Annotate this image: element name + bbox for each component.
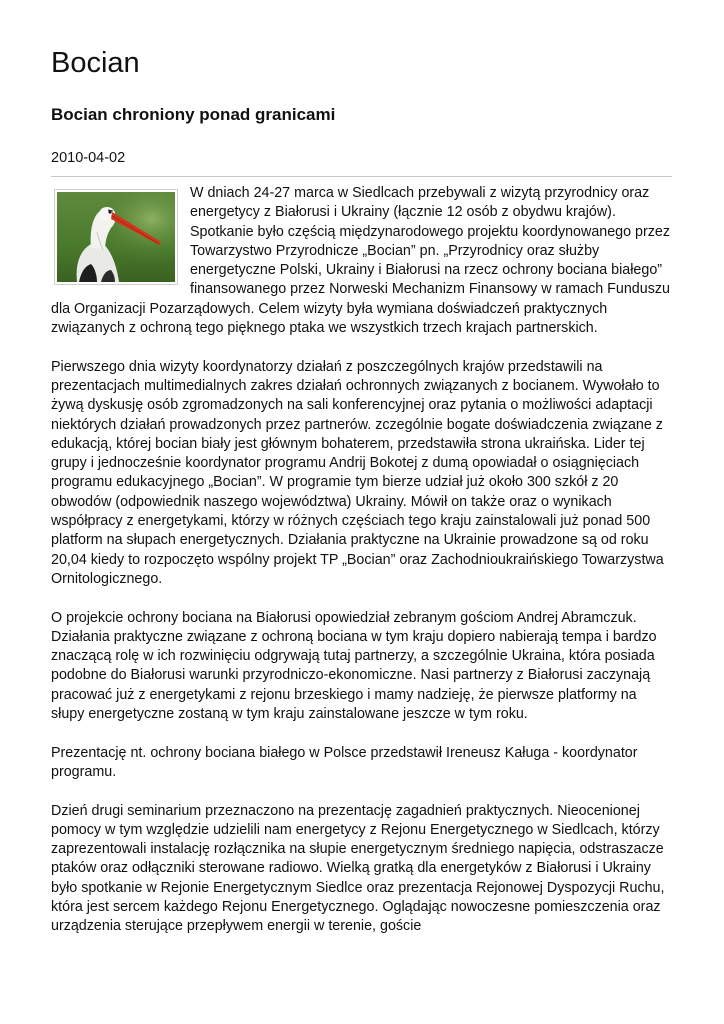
article-title: Bocian chroniony ponad granicami — [51, 105, 336, 124]
stork-photo — [54, 189, 178, 285]
paragraph: Prezentację nt. ochrony bociana białego w Polsce przedstawił Ireneusz Kaługa - koordynator programu. — [51, 744, 638, 780]
site-title: Bocian — [51, 47, 140, 79]
stork-image — [57, 192, 175, 282]
paragraph: W dniach 24-27 marca w Siedlcach przebywali z wizytą przyrodnicy oraz energetycy z Białorusi i Ukrainy (łącznie 12 osób z obydwu krajów). Spotkanie było częścią międzynarodowego projektu koordynowanego przez Towarzystwo Przyrodnicze „Bocian” pn. „Przyrodnicy oraz służby energetyczne Polski, Ukrainy i Białorusi na rzecz ochrony bociana białego” finansowanego przez Norweski Mechanizm Finansowy w ramach Funduszu dla Organizacji Pozarządowych. Celem wizyty była wymiana doświadczeń praktycznych związanych z ochroną tego pięknego ptaka we wszystkich trzech krajach partnerskich. — [51, 185, 671, 337]
divider — [51, 176, 672, 177]
paragraph: Pierwszego dnia wizyty koordynatorzy działań z poszczególnych krajów przedstawili na prezentacjach multimedialnych zakres działań ochronnych związanych z bocianem. Wywołało to żywą dyskusję osób zgromadzonych na sali konferencyjnej oraz pytania o możliwości adaptacji niektórych działań prowadzonych przez partnerów. zczególnie bogate doświadczenia związane z edukacją, której bocian biały jest głównym bohaterem, przedstawiła strona ukraińska. Lider tej grupy i jednocześnie koordynator programu Andrij Bokotej z dumą opowiadał o osiągnięciach programu edukacyjnego „Bocian”. W programie tym bierze udział już około 300 szkół z 20 obwodów (odpowiednik naszego województwa) Ukrainy. Mówił on także oraz o wynikach współpracy z energetykami, którzy w różnych częściach tego kraju zainstalowali już ponad 500 platform na słupach energetycznych. Działania praktyczne na Ukrainie prowadzone są od roku 20,04 kiedy to rozpoczęto wspólny projekt TP „Bocian” oraz Zachodnioukraińskiego Towarzystwa Ornitologicznego. — [51, 358, 664, 587]
article-body — [51, 184, 673, 956]
paragraph: Dzień drugi seminarium przeznaczono na prezentację zagadnień praktycznych. Nieocenionej pomocy w tym względzie udzielili nam energetycy z Rejonu Energetycznego w Siedlcach, którzy zaprezentowali instalację rozłącznika na słupie energetycznym średniego napięcia, odstraszacze ptaków oraz odłączniki sterowane radiowo. Wielką gratką dla energetyków z Białorusi i Ukrainy było spotkanie w Rejonie Energetycznym Siedlce oraz prezentacja Rejonowej Dyspozycji Ruchu, która jest sercem każdego Rejonu Energetycznego. Oglądając nowoczesne pomieszczenia oraz urządzenia sterujące przepływem energii w terenie, goście — [51, 802, 665, 935]
article-date: 2010-04-02 — [51, 150, 126, 166]
paragraph: O projekcie ochrony bociana na Białorusi opowiedział zebranym gościom Andrej Abramczuk. Działania praktyczne związane z ochroną bociana w tym kraju dopiero nabierają tempa i bardzo znaczącą rolę w ich rozwinięciu odgrywają tutaj partnerzy, a szczególnie Ukraina, która posiada podobne do Białorusi warunki przyrodniczo-ekonomiczne. Nasi partnerzy z Białorusi zaczynają pracować już z energetykami z rejonu brzeskiego i mamy nadzieję, że pierwsze platformy na słupy energetyczne zostaną w tym kraju zainstalowane jeszcze w tym roku. — [51, 609, 657, 723]
